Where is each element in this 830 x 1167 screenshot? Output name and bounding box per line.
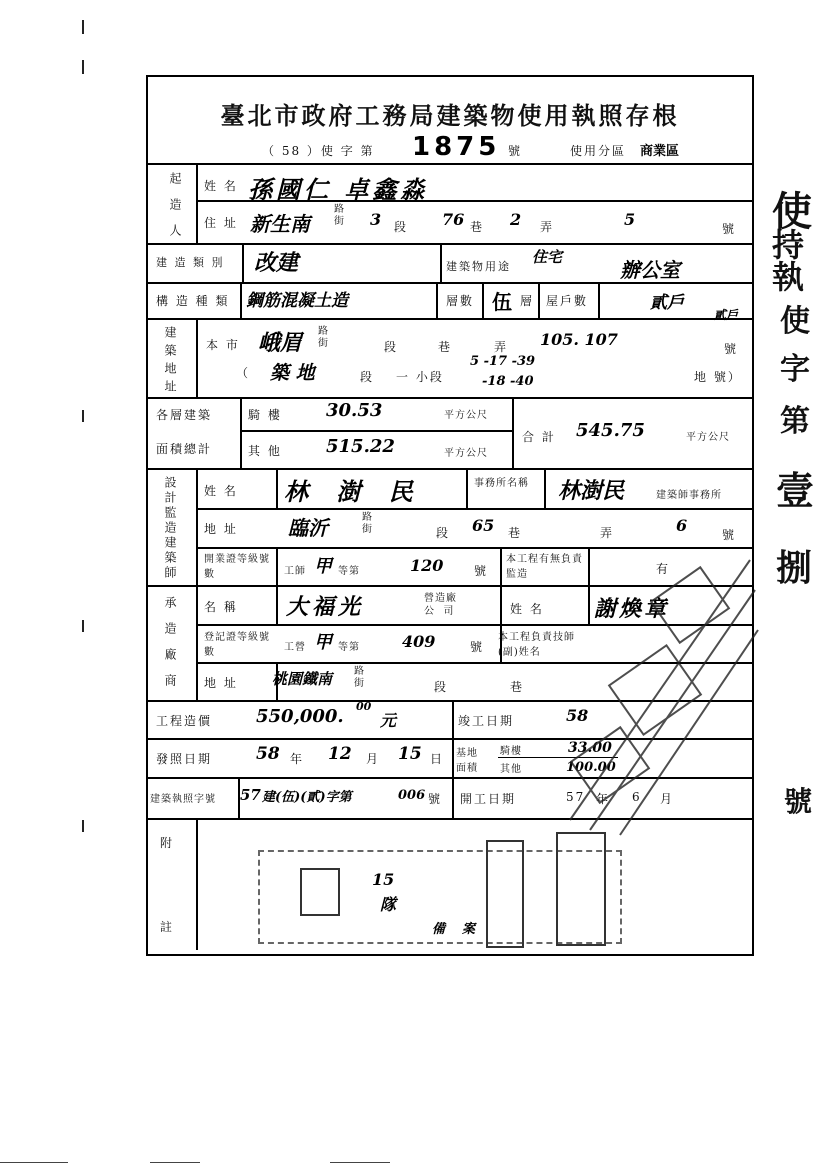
- building-permit-text-2: 建(伍)(貳)字第: [262, 790, 352, 805]
- completion-label: 竣工日期: [458, 714, 515, 728]
- cost-unit: 元: [380, 711, 397, 730]
- building-permit-text-1: 57: [240, 786, 261, 804]
- applicant-names: 孫國仁 卓鑫淼: [248, 175, 429, 204]
- issue-month: 12: [328, 744, 352, 764]
- grid-line: [196, 508, 752, 510]
- grid-line: [242, 243, 244, 282]
- architect-name-label: 姓 名: [204, 484, 238, 498]
- area-other-label: 其 他: [248, 444, 282, 458]
- building-use-label: 建築物用途: [446, 260, 511, 273]
- floors-unit: 層: [520, 294, 535, 308]
- area-label-2: 面積總計: [156, 442, 213, 456]
- construction-type-label: 建 造 類 別: [156, 256, 225, 269]
- edge-char: 捌: [776, 547, 813, 589]
- zone-value: 商業區: [640, 144, 680, 159]
- permit-number: 1875: [412, 132, 501, 162]
- contractor-reg-hao: 號: [470, 640, 485, 654]
- scan-artifact: [0, 1162, 68, 1163]
- contractor-name-value: 大福光: [286, 594, 365, 620]
- edge-char: 號: [784, 785, 813, 818]
- structure-value: 鋼筋混凝土造: [246, 291, 348, 311]
- area-unit-2: 平方公尺: [444, 448, 488, 459]
- issue-month-unit: 月: [366, 752, 381, 766]
- building-use-value-1: 住宅: [532, 248, 563, 266]
- contractor-addr-label: 地 址: [204, 676, 238, 690]
- contractor-reg-label: 登記證等級號數: [204, 632, 270, 658]
- building-permit-text-3: 006: [398, 788, 426, 803]
- architect-hao: 號: [722, 528, 737, 542]
- architect-duan: 段: [436, 526, 451, 540]
- grid-line: [544, 468, 546, 508]
- stamp-text-4: 案: [462, 922, 476, 937]
- grid-line: [538, 282, 540, 318]
- area-label-1: 各層建築: [156, 408, 213, 422]
- grid-line: [500, 547, 502, 585]
- start-year: 57: [566, 790, 586, 804]
- seal-stamp-1: [300, 868, 340, 916]
- grid-line: [196, 163, 198, 243]
- cost-cents: 00: [356, 700, 372, 713]
- edge-char: 執: [772, 258, 805, 296]
- notes-label-top: 附: [160, 836, 175, 850]
- notes-label-bottom: 註: [160, 920, 175, 934]
- seal-stamp-2: [486, 840, 524, 948]
- grid-line: [146, 397, 752, 399]
- applicant-hao: 號: [722, 222, 737, 236]
- start-month: 6: [632, 790, 642, 804]
- contractor-xiang: 巷: [510, 680, 525, 694]
- floors-value: 伍: [492, 290, 512, 314]
- architect-license-no: 120: [410, 556, 444, 575]
- cost-label: 工程造價: [156, 714, 213, 728]
- building-use-value-2: 辦公室: [620, 258, 680, 282]
- grid-line: [466, 468, 468, 508]
- architect-lane: 65: [472, 516, 495, 535]
- units-value: 貳戶: [650, 293, 684, 313]
- location-group-label: 建築地址: [163, 326, 177, 398]
- architect-name-value: 林 澍 民: [284, 477, 423, 506]
- edge-char: 字: [780, 352, 810, 387]
- zone-label: 使用分區: [570, 144, 627, 158]
- contractor-reg-prefix: 工營: [284, 642, 306, 653]
- building-permit-text-4: 號: [428, 792, 443, 806]
- architect-supervise-label: 本工程有無負責監造: [506, 554, 583, 580]
- grid-line: [240, 397, 242, 468]
- contractor-group-label: 承造廠商: [163, 596, 177, 700]
- margin-mark: [82, 20, 84, 34]
- area-unit-3: 平方公尺: [686, 432, 730, 443]
- location-duan: 段: [384, 340, 399, 354]
- edge-char: 使: [780, 304, 810, 339]
- permit-hao: 號: [508, 144, 523, 158]
- grid-line: [440, 243, 442, 282]
- architect-license-label: 開業證等級號數: [204, 554, 270, 580]
- architect-group-label: 設計監造建築師: [163, 476, 177, 581]
- site-label: 基地面積: [456, 748, 478, 774]
- architect-license-prefix: 工師: [284, 566, 306, 577]
- contractor-name-label: 名 稱: [204, 600, 238, 614]
- grid-line: [436, 282, 438, 318]
- area-unit-1: 平方公尺: [444, 410, 488, 421]
- grid-line: [452, 700, 454, 818]
- applicant-addr-road: 新生南: [250, 212, 310, 236]
- edge-char: 壹: [776, 468, 815, 513]
- architect-addr-road: 臨沂: [288, 516, 328, 540]
- architect-license-mid: 等第: [338, 566, 360, 577]
- applicant-group-label: 起造人: [168, 172, 182, 250]
- area-arcade-value: 30.53: [326, 400, 383, 421]
- area-total-value: 545.75: [576, 420, 645, 441]
- units-extra: 貳戶: [714, 308, 739, 322]
- grid-line: [276, 585, 278, 624]
- start-year-unit: 年: [596, 792, 611, 806]
- applicant-addr-lane: 76: [442, 210, 465, 229]
- architect-nong: 弄: [600, 526, 615, 540]
- stamp-text-2: 隊: [380, 895, 397, 914]
- grid-line: [146, 163, 752, 165]
- site-other-label: 其他: [500, 764, 522, 775]
- issue-day: 15: [398, 744, 422, 764]
- diagonal-stamp-overlay: [560, 540, 760, 840]
- applicant-name-label: 姓 名: [204, 179, 238, 193]
- margin-mark: [82, 60, 84, 74]
- applicant-addr-label: 住 址: [204, 216, 238, 230]
- location-lots-1: 5 -17 -39: [470, 354, 536, 369]
- grid-line: [146, 243, 752, 245]
- edge-char: 持: [772, 226, 805, 264]
- grid-line: [512, 397, 514, 468]
- applicant-addr-alley: 2: [510, 210, 522, 229]
- architect-road-street: 路 街: [362, 512, 373, 535]
- grid-line: [276, 468, 278, 508]
- margin-mark: [82, 620, 84, 632]
- architect-license-grade: 甲: [314, 556, 332, 577]
- grid-line: [240, 430, 512, 432]
- building-permit-label: 建築執照字號: [150, 794, 216, 805]
- architect-office-label: 事務所名稱: [474, 478, 529, 489]
- grid-line: [146, 468, 752, 470]
- location-numbers: 105. 107: [540, 330, 618, 349]
- issue-day-unit: 日: [430, 752, 445, 766]
- grid-line: [146, 318, 752, 320]
- grid-line: [598, 282, 600, 318]
- location-land-no: 地 號）: [694, 370, 742, 384]
- grid-line: [196, 468, 198, 700]
- location-road: 峨眉: [258, 330, 303, 356]
- applicant-xiang: 巷: [470, 220, 485, 234]
- site-arcade-value: 33.00: [568, 740, 612, 756]
- seal-stamp-3: [556, 832, 606, 946]
- contractor-road-street: 路 街: [354, 666, 365, 689]
- edge-char: 使: [772, 188, 812, 235]
- issue-year-unit: 年: [290, 752, 305, 766]
- start-label: 開工日期: [460, 792, 517, 806]
- floors-label: 層數: [446, 294, 475, 308]
- contractor-reg-no: 409: [402, 632, 436, 651]
- contractor-reg-mid: 等第: [338, 642, 360, 653]
- grid-line: [276, 547, 278, 585]
- applicant-addr-no: 5: [624, 210, 636, 229]
- architect-no: 6: [676, 516, 688, 535]
- architect-supervise-value: 有: [656, 562, 671, 576]
- grid-line: [482, 282, 484, 318]
- grid-line: [196, 818, 198, 950]
- location-lots-2: -18 -40: [482, 374, 534, 389]
- location-city: 本 市: [206, 338, 240, 352]
- location-xiang: 巷: [438, 340, 453, 354]
- stamp-text-1: 15: [372, 870, 395, 889]
- grid-line: [196, 318, 198, 397]
- applicant-duan: 段: [394, 220, 409, 234]
- contractor-duan: 段: [434, 680, 449, 694]
- edge-char: 第: [780, 404, 810, 439]
- start-month-unit: 月: [660, 792, 675, 806]
- location-paren-open: （: [236, 366, 251, 380]
- scan-artifact: [330, 1162, 390, 1163]
- structure-label: 構 造 種 類: [156, 294, 230, 308]
- scan-artifact: [150, 1162, 200, 1163]
- units-label: 屋戶數: [546, 294, 589, 308]
- grid-line: [240, 282, 242, 318]
- site-arcade-label: 騎樓: [500, 746, 522, 757]
- location-sub: 一 小段: [396, 370, 444, 384]
- location-hao: 號: [724, 342, 739, 356]
- construction-type-value: 改建: [254, 250, 299, 276]
- contractor-reg-grade: 甲: [314, 632, 332, 653]
- area-total-label: 合 計: [522, 430, 556, 444]
- issue-year: 58: [256, 744, 280, 764]
- issue-label: 發照日期: [156, 752, 213, 766]
- applicant-nong: 弄: [540, 220, 555, 234]
- location-nong: 弄: [494, 340, 509, 354]
- cost-value: 550,000.: [256, 706, 344, 727]
- architect-license-hao: 號: [474, 564, 489, 578]
- contractor-person-label: 姓 名: [510, 602, 544, 616]
- site-other-value: 100.00: [566, 760, 616, 775]
- form-title: 臺北市政府工務局建築物使用執照存根: [220, 101, 680, 130]
- location-duan2: 段: [360, 370, 375, 384]
- contractor-engineer-label: 本工程負責技師(副)姓名: [498, 632, 575, 658]
- architect-xiang: 巷: [508, 526, 523, 540]
- applicant-addr-section: 3: [370, 210, 382, 229]
- margin-mark: [82, 820, 84, 832]
- architect-office-value: 林澍民: [558, 478, 625, 504]
- applicant-road-street: 路 街: [334, 204, 345, 227]
- architect-office-suffix: 建築師事務所: [656, 490, 722, 501]
- contractor-company-type: 營造廠 公 司: [424, 593, 457, 617]
- location-road-street: 路 街: [318, 326, 329, 349]
- stamp-text-3: 備: [432, 922, 446, 937]
- margin-mark: [82, 410, 84, 422]
- architect-addr-label: 地 址: [204, 522, 238, 536]
- contractor-addr-value: 桃園鐵南: [272, 670, 333, 688]
- area-other-value: 515.22: [326, 436, 395, 457]
- contractor-person-value: 謝煥章: [594, 596, 670, 622]
- permit-year-label: （ 58 ）使 字 第: [262, 144, 375, 158]
- area-arcade-label: 騎 樓: [248, 408, 282, 422]
- location-land: 築 地: [270, 362, 315, 384]
- completion-value: 58: [566, 706, 589, 725]
